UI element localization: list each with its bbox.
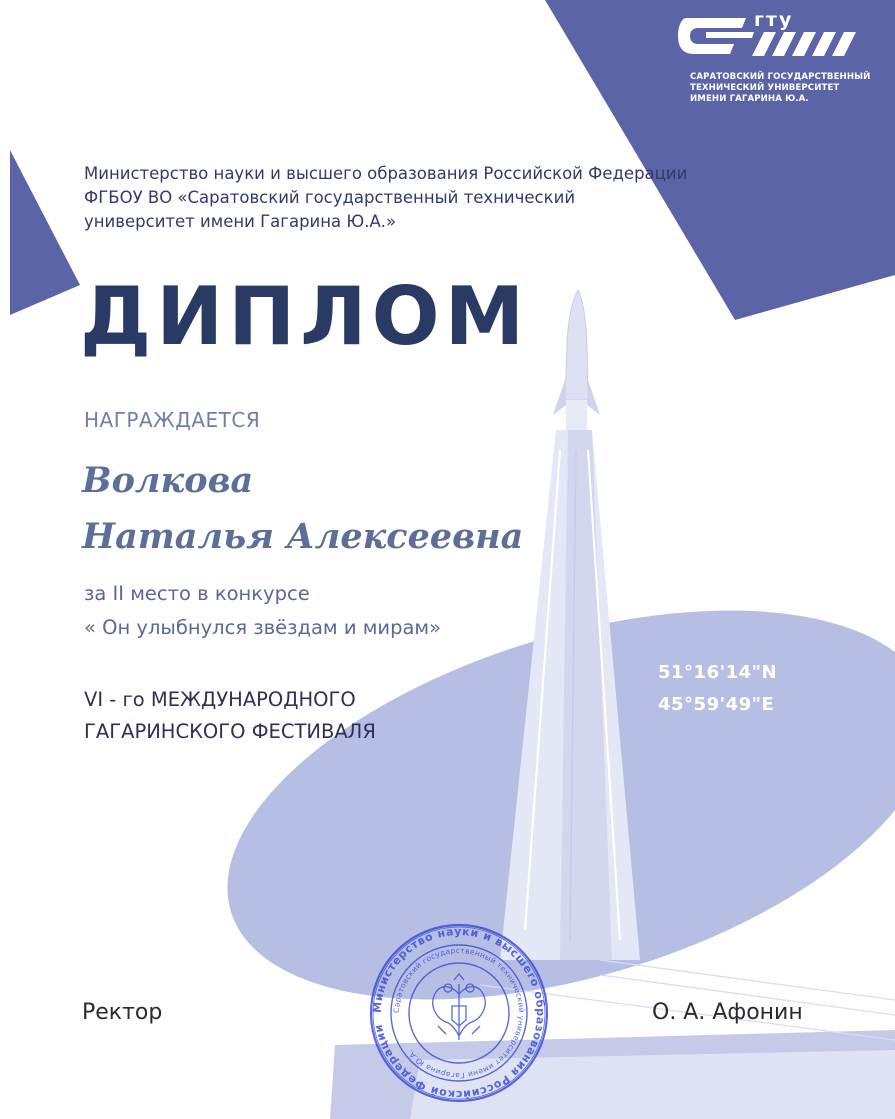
logo-caption [690, 72, 871, 105]
svg-text:гту: гту [754, 9, 794, 31]
logo-caption-line: САРАТОВСКИЙ ГОСУДАРСТВЕННЫЙ [690, 72, 871, 82]
stamp-outer-text: Министерство науки и высшего образования Российской Федерации [370, 924, 548, 1102]
official-stamp-icon [368, 922, 550, 1104]
corner-triangle-left [10, 150, 80, 315]
recipient-given-names: Наталья Алексеевна [82, 516, 524, 557]
festival-line-2: ГАГАРИНСКОГО ФЕСТИВАЛЯ [84, 720, 376, 743]
institution-line-2: университет имени Гагарина Ю.А.» [84, 212, 397, 231]
awarded-label: НАГРАЖДАЕТСЯ [84, 408, 261, 432]
contest-name: « Он улыбнулся звёздам и мирам» [84, 616, 442, 639]
recipient-surname: Волкова [82, 460, 254, 501]
eagle-emblem-icon [433, 974, 486, 1040]
achievement-place: за II место в конкурсе [84, 582, 310, 605]
institution-line: ФГБОУ ВО «Саратовский государственный технический [84, 188, 576, 207]
coordinate-longitude: 45°59'49"E [658, 694, 775, 715]
diploma-title: ДИПЛОМ [80, 270, 530, 363]
signatory-role: Ректор [82, 1000, 163, 1025]
issuer-header [84, 162, 687, 234]
stamp-inner-text: Саратовский государственный технический университет имени Гагарина Ю.А. [391, 945, 527, 1081]
coordinate-latitude: 51°16'14"N [658, 662, 778, 683]
logo-caption-line: ТЕХНИЧЕСКИЙ УНИВЕРСИТЕТ [690, 83, 840, 93]
logo-caption-line: ИМЕНИ ГАГАРИНА Ю.А. [690, 94, 809, 104]
university-logo-icon [676, 8, 886, 70]
festival-line-1: VI - го МЕЖДУНАРОДНОГО [84, 688, 356, 711]
ministry-line: Министерство науки и высшего образования Российской Федерации [84, 164, 688, 183]
signatory-name: О. А. Афонин [652, 1000, 803, 1025]
